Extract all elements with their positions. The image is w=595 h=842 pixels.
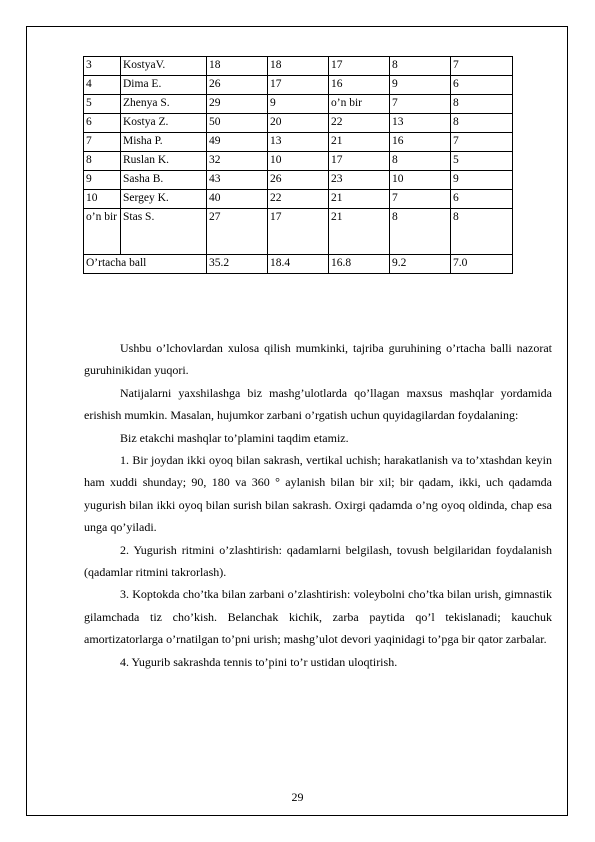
row-number-cell: 6	[84, 114, 121, 133]
value-cell: 26	[268, 171, 329, 190]
body-text	[84, 337, 552, 673]
value-cell: 17	[329, 152, 390, 171]
page-number: 29	[291, 790, 304, 804]
value-cell: 8	[451, 114, 513, 133]
table-row	[84, 152, 513, 171]
value-cell: 5	[451, 152, 513, 171]
value-cell: 8	[390, 57, 451, 76]
value-cell: 8	[390, 209, 451, 255]
value-cell: 18	[207, 57, 268, 76]
value-cell: 8	[451, 209, 513, 255]
value-cell: 8	[390, 152, 451, 171]
average-value-cell: 16.8	[329, 255, 390, 274]
value-cell: 20	[268, 114, 329, 133]
average-value-cell: 9.2	[390, 255, 451, 274]
name-cell: Zhenya S.	[121, 95, 207, 114]
row-number-cell: 10	[84, 190, 121, 209]
row-number-cell: o’n bir	[84, 209, 121, 255]
value-cell: 7	[451, 57, 513, 76]
row-number-cell: 3	[84, 57, 121, 76]
average-value-cell: 18.4	[268, 255, 329, 274]
paragraph-item-4: 4. Yugurib sakrashda tennis to’pini to’r ustidan uloqtirish.	[120, 654, 398, 669]
row-number-cell: 8	[84, 152, 121, 171]
row-number-cell: 4	[84, 76, 121, 95]
value-cell: 50	[207, 114, 268, 133]
name-cell: Stas S.	[121, 209, 207, 255]
value-cell: 29	[207, 95, 268, 114]
value-cell: 17	[329, 57, 390, 76]
row-number-cell: 5	[84, 95, 121, 114]
value-cell: 26	[207, 76, 268, 95]
value-cell: 17	[268, 209, 329, 255]
value-cell: 43	[207, 171, 268, 190]
value-cell: 10	[268, 152, 329, 171]
value-cell: 22	[268, 190, 329, 209]
value-cell: 49	[207, 133, 268, 152]
name-cell: KostyaV.	[121, 57, 207, 76]
paragraph-item-1: 1. Bir joydan ikki oyoq bilan sakrash, vertikal uchish; harakatlanish va to’xtashdan keyin ham xuddi shunday; 90, 180 va 360 ° aylanish bilan bir xil; bir qadam, ikki, uch qadamda yugurish bilan ikki oyoq bilan surish bilan sakrash. Oxirgi qadamda o’ng oyoq oldinda, chap esa unga qo’yiladi.	[84, 453, 552, 535]
value-cell: 9	[451, 171, 513, 190]
table-row	[84, 133, 513, 152]
value-cell: 7	[390, 95, 451, 114]
value-cell: 13	[390, 114, 451, 133]
value-cell: 6	[451, 76, 513, 95]
table-row	[84, 57, 513, 76]
table-row	[84, 95, 513, 114]
value-cell: 16	[329, 76, 390, 95]
value-cell: 18	[268, 57, 329, 76]
table-row	[84, 114, 513, 133]
average-label: O’rtacha ball	[84, 255, 207, 274]
value-cell: 23	[329, 171, 390, 190]
name-cell: Misha P.	[121, 133, 207, 152]
value-cell: 13	[268, 133, 329, 152]
results-table	[83, 56, 513, 274]
row-number-cell: 9	[84, 171, 121, 190]
name-cell: Sergey K.	[121, 190, 207, 209]
value-cell: 27	[207, 209, 268, 255]
row-number-cell: 7	[84, 133, 121, 152]
value-cell: 9	[390, 76, 451, 95]
value-cell: 17	[268, 76, 329, 95]
value-cell: 9	[268, 95, 329, 114]
value-cell: 8	[451, 95, 513, 114]
value-cell: 21	[329, 133, 390, 152]
value-cell: 16	[390, 133, 451, 152]
average-row	[84, 255, 513, 274]
paragraph-item-2: 2. Yugurish ritmini o’zlashtirish: qadamlarni belgilash, tovush belgilaridan foydalanish (qadamlar ritmini takrorlash).	[84, 542, 552, 580]
value-cell: 6	[451, 190, 513, 209]
name-cell: Sasha B.	[121, 171, 207, 190]
paragraph-conclusion: Ushbu o’lchovlardan xulosa qilish mumkinki, tajriba guruhining o’rtacha balli nazorat guruhinikidan yuqori.	[84, 341, 552, 378]
value-cell: 40	[207, 190, 268, 209]
value-cell: 21	[329, 190, 390, 209]
value-cell: 7	[451, 133, 513, 152]
name-cell: Dima E.	[121, 76, 207, 95]
average-value-cell: 35.2	[207, 255, 268, 274]
value-cell: 7	[390, 190, 451, 209]
table-row	[84, 76, 513, 95]
table-row	[84, 171, 513, 190]
value-cell: 10	[390, 171, 451, 190]
paragraph-exercises-intro: Natijalarni yaxshilashga biz mashg’ulotlarda qo’llagan maxsus mashqlar yordamida erishish mumkin. Masalan, hujumkor zarbani o’rgatish uchun quyidagilardan foydalaning:	[84, 385, 552, 423]
value-cell: 32	[207, 152, 268, 171]
value-cell: 21	[329, 209, 390, 255]
table-row	[84, 190, 513, 209]
value-cell: 22	[329, 114, 390, 133]
average-value-cell: 7.0	[451, 255, 513, 274]
value-cell: o’n bir	[329, 95, 390, 114]
paragraph-item-3: 3. Koptokda cho’tka bilan zarbani o’zlashtirish: voleybolni cho’tka bilan urish, gimnastik gilamchada tiz cho’kish. Belanchak kichik, zarba paytida qo’l tekislanadi; kauchuk amortizatorlarga o’rnatilgan to’pni urish; mashg’ulot devori yaqinidagi to’pga bir qator zarbalar.	[84, 587, 552, 647]
paragraph-set-intro: Biz etakchi mashqlar to’plamini taqdim etamiz.	[120, 430, 349, 445]
name-cell: Ruslan K.	[121, 152, 207, 171]
name-cell: Kostya Z.	[121, 114, 207, 133]
table-row	[84, 209, 513, 255]
